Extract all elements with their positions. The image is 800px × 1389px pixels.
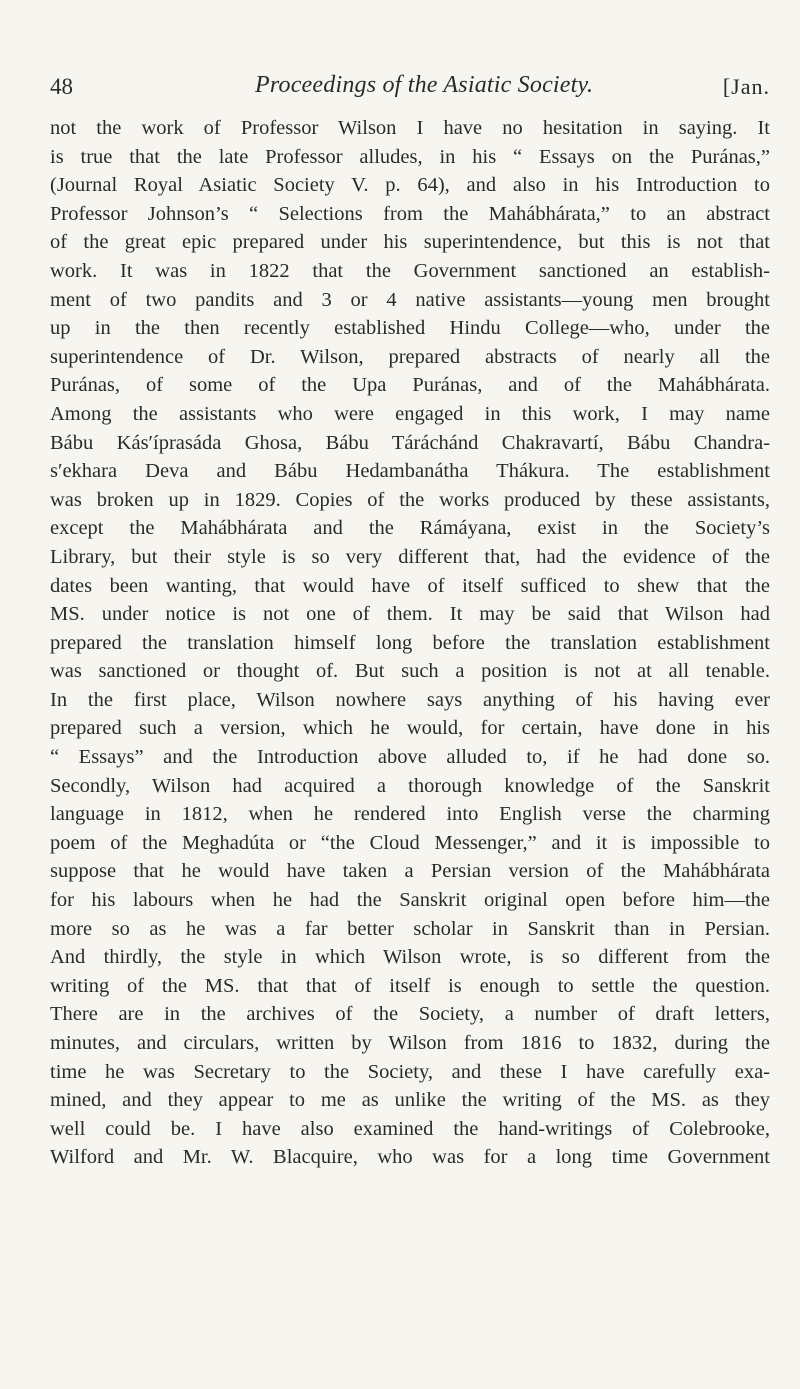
text-line: is true that the late Professor alludes, in his “ Essays on the Puránas,”	[50, 145, 770, 168]
text-line: prepared such a version, which he would, for certain, have done in his	[50, 717, 770, 740]
text-line: Among the assistants who were engaged in this work, I may name	[50, 402, 770, 425]
text-line: “ Essays” and the Introduction above alluded to, if he had done so.	[50, 746, 770, 769]
text-line: MS. under notice is not one of them. It may be said that Wilson had	[50, 603, 770, 626]
text-line: Secondly, Wilson had acquired a thorough knowledge of the Sanskrit	[50, 774, 770, 797]
text-line: not the work of Professor Wilson I have no hesitation in saying. It	[50, 117, 770, 139]
text-line: well could be. I have also examined the hand-writings of Colebrooke,	[50, 1117, 770, 1140]
text-line: And thirdly, the style in which Wilson wrote, is so different from the	[50, 946, 770, 969]
text-line: mined, and they appear to me as unlike the writing of the MS. as they	[50, 1089, 770, 1112]
text-line: poem of the Meghadúta or “the Cloud Messenger,” and it is impossible to	[50, 831, 770, 854]
body-text	[50, 114, 770, 1172]
text-line: language in 1812, when he rendered into English verse the charming	[50, 803, 770, 826]
text-line: work. It was in 1822 that the Government sanctioned an establish-	[50, 259, 770, 282]
text-line: for his labours when he had the Sanskrit original open before him—the	[50, 889, 770, 912]
text-line: time he was Secretary to the Society, and these I have carefully exa-	[50, 1060, 770, 1083]
text-line: of the great epic prepared under his superintendence, but this is not that	[50, 231, 770, 254]
text-line: up in the then recently established Hindu College—who, under the	[50, 317, 770, 340]
text-line: more so as he was a far better scholar in Sanskrit than in Persian.	[50, 917, 770, 940]
text-line: There are in the archives of the Society, a number of draft letters,	[50, 1003, 770, 1026]
text-line: s′ekhara Deva and Bábu Hedambanátha Thákura. The establishment	[50, 460, 770, 483]
text-line: prepared the translation himself long before the translation establishment	[50, 631, 770, 654]
text-line: Professor Johnson’s “ Selections from the Mahábhárata,” to an abstract	[50, 202, 770, 225]
book-page	[50, 0, 770, 1389]
page-header	[50, 64, 770, 104]
section-mark: [Jan.	[722, 74, 770, 99]
text-line: writing of the MS. that that of itself is enough to settle the question.	[50, 974, 770, 997]
text-line: except the Mahábhárata and the Rámáyana, exist in the Society’s	[50, 517, 770, 540]
text-line: suppose that he would have taken a Persian version of the Mahábhárata	[50, 860, 770, 883]
text-line: superintendence of Dr. Wilson, prepared abstracts of nearly all the	[50, 345, 770, 368]
text-line: was broken up in 1829. Copies of the works produced by these assistants,	[50, 488, 770, 511]
text-line: Wilford and Mr. W. Blacquire, who was for a long time Government	[50, 1146, 770, 1169]
running-title: Proceedings of the Asiatic Society.	[255, 72, 594, 98]
text-line: Puránas, of some of the Upa Puránas, and of the Mahábhárata.	[50, 374, 770, 397]
text-line: dates been wanting, that would have of itself sufficed to shew that the	[50, 574, 770, 597]
text-line: Bábu Kás′íprasáda Ghosa, Bábu Táráchánd Chakravartí, Bábu Chandra-	[50, 431, 770, 454]
text-line: was sanctioned or thought of. But such a position is not at all tenable.	[50, 660, 770, 683]
text-line: In the first place, Wilson nowhere says anything of his having ever	[50, 688, 770, 711]
text-line: ment of two pandits and 3 or 4 native assistants—young men brought	[50, 288, 770, 311]
text-line: Library, but their style is so very different that, had the evidence of the	[50, 545, 770, 568]
page-number: 48	[50, 74, 73, 99]
text-line: (Journal Royal Asiatic Society V. p. 64), and also in his Introduction to	[50, 174, 770, 197]
text-line: minutes, and circulars, written by Wilson from 1816 to 1832, during the	[50, 1032, 770, 1054]
